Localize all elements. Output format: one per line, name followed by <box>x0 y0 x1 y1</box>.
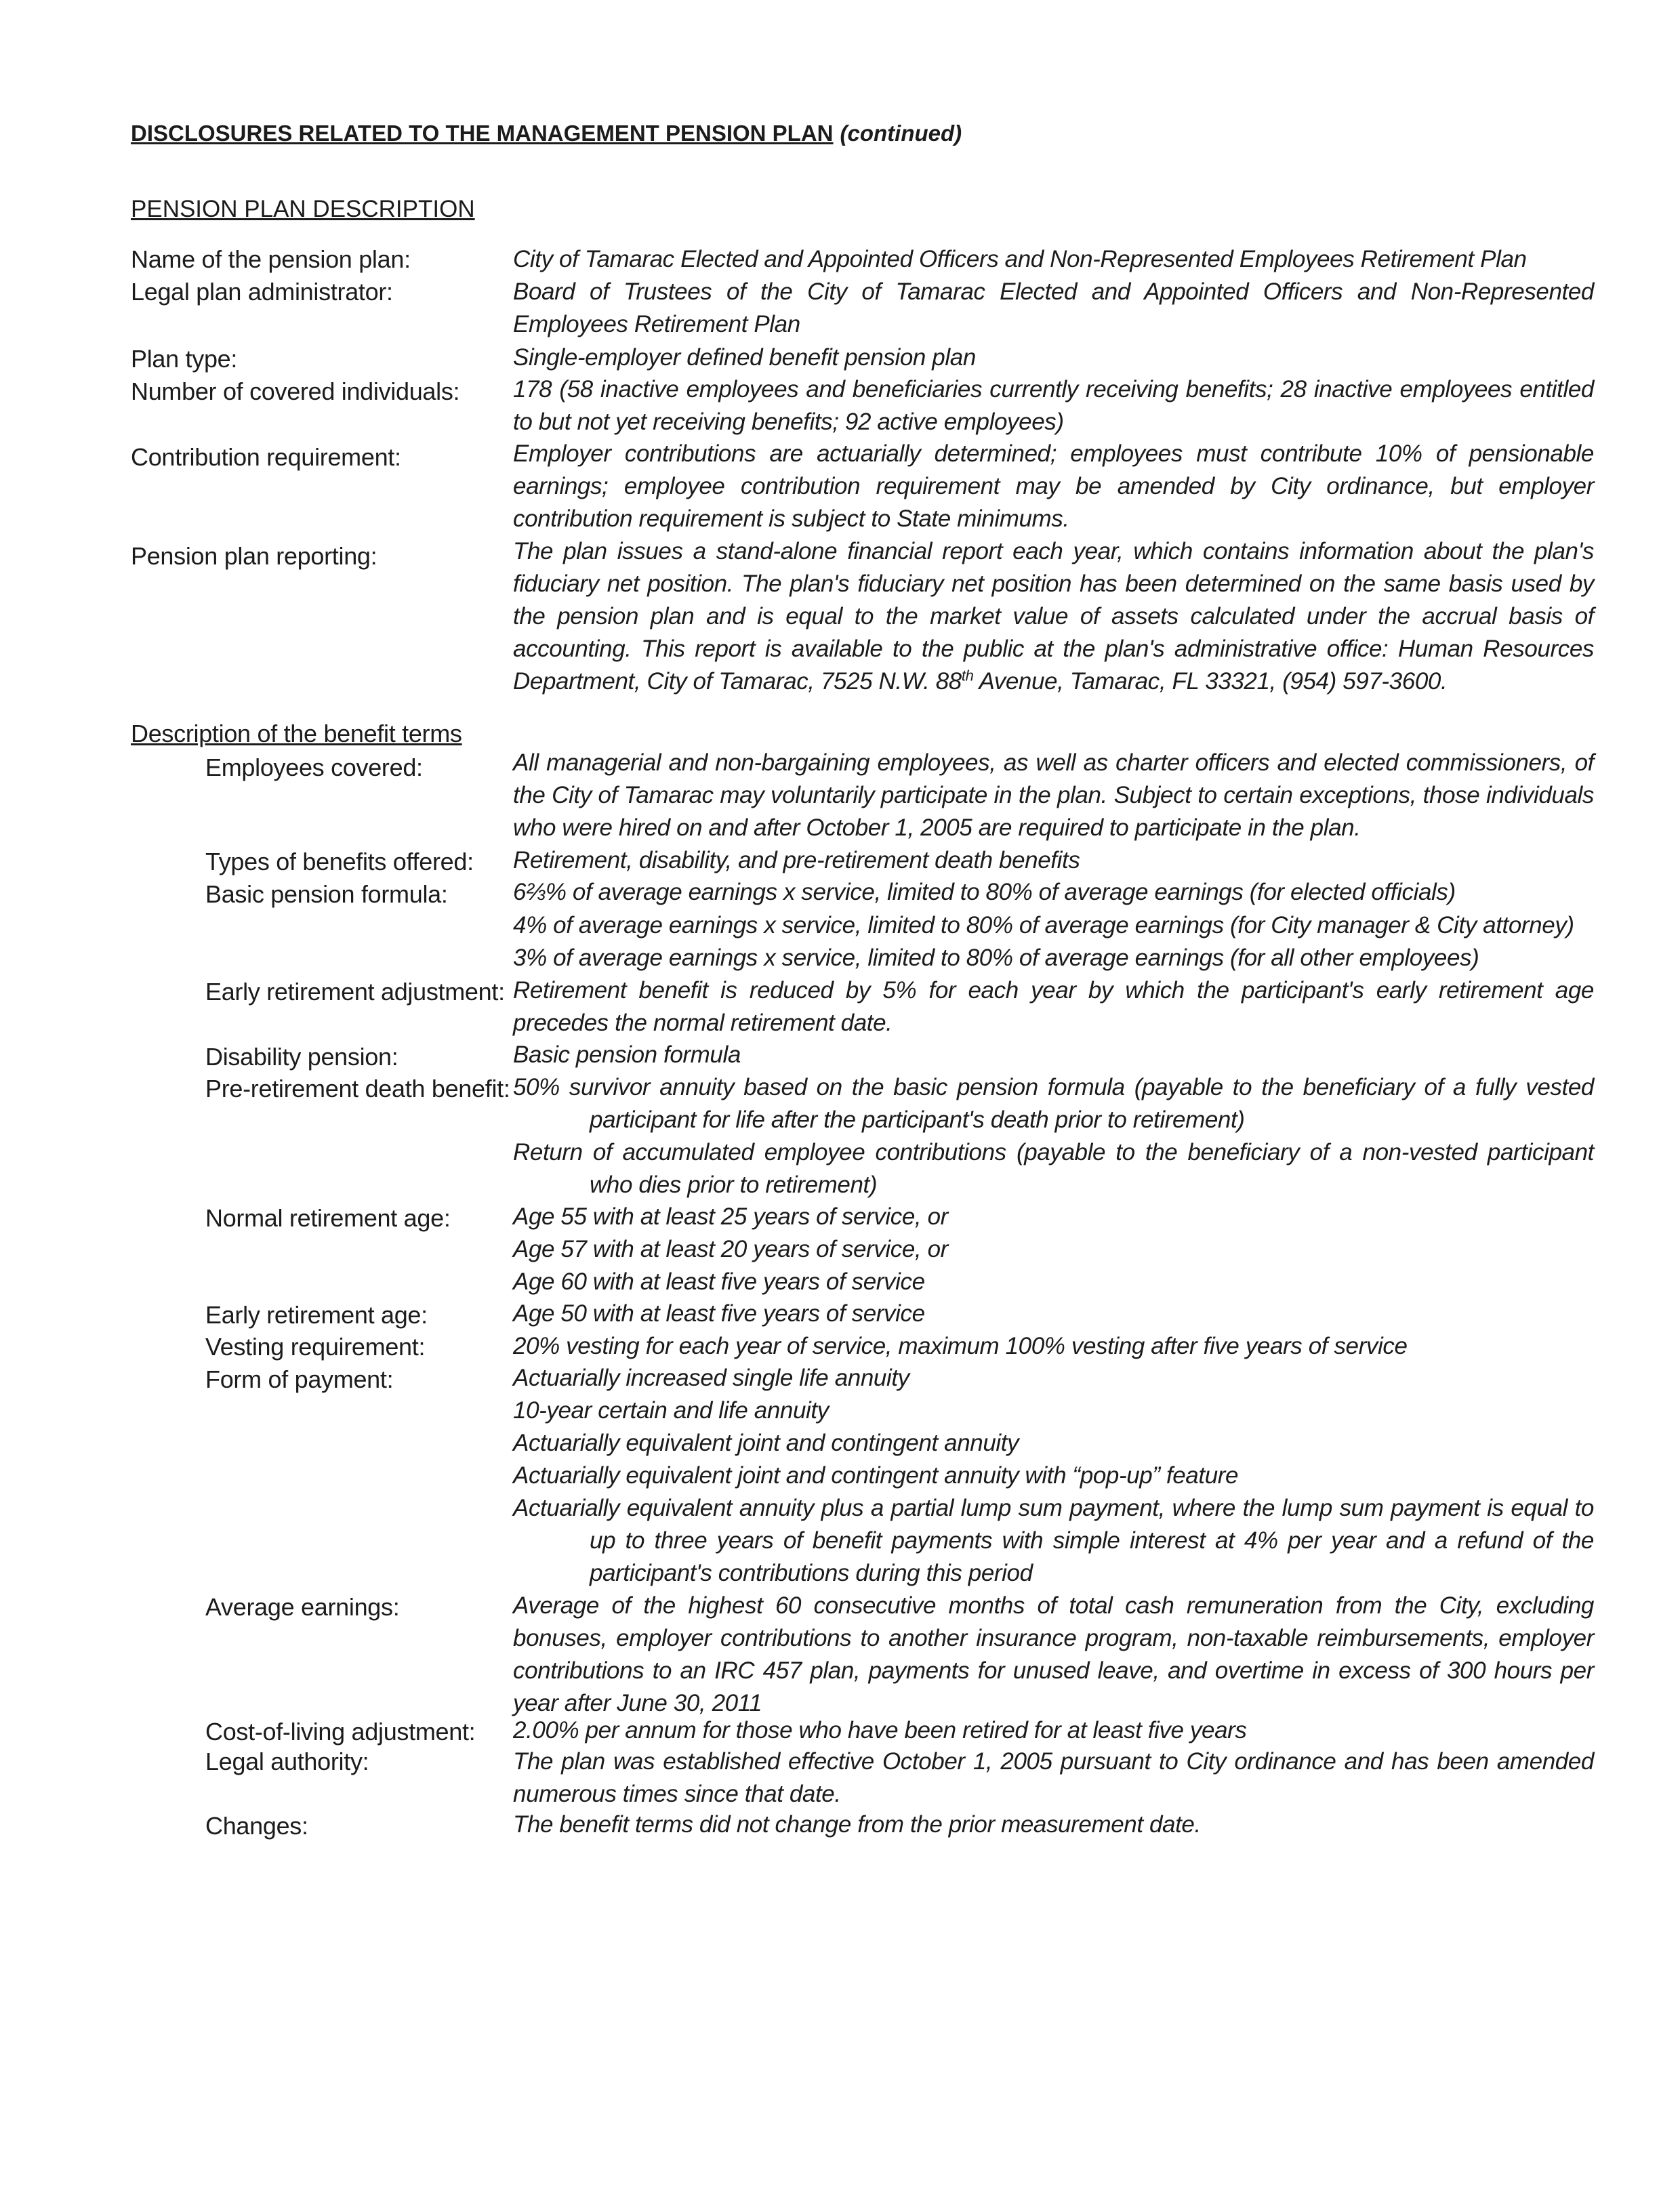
plan-name-label: Name of the pension plan: <box>131 245 411 273</box>
disability-label: Disability pension: <box>205 1043 398 1071</box>
basic-formula-value-1: 6⅔% of average earnings x service, limited to 80% of average earnings (for elected officials) <box>513 879 1456 905</box>
types-of-benefits-value: Retirement, disability, and pre-retirement death benefits <box>513 847 1080 873</box>
normal-age-value-2: Age 57 with at least 20 years of service, or <box>513 1236 948 1262</box>
early-adjustment-value: Retirement benefit is reduced by 5% for each year by which the participant's early retirement age precedes the normal retirement date. <box>513 977 1594 1036</box>
payment-form-value-5: Actuarially equivalent annuity plus a partial lump sum payment, where the lump sum payment is equal to up to three years of benefit payments with simple interest at 4% per year and a refund of the participant's contributions during this period <box>513 1495 1594 1586</box>
average-earnings-label: Average earnings: <box>205 1593 400 1621</box>
covered-individuals-value: 178 (58 inactive employees and beneficiaries currently receiving benefits; 28 inactive employees entitled to but not yet receiving benefits; 92 active employees) <box>513 376 1594 435</box>
cola-label: Cost-of-living adjustment: <box>205 1718 476 1746</box>
title-continued: (continued) <box>840 121 962 146</box>
section-heading: PENSION PLAN DESCRIPTION <box>131 196 475 222</box>
title-main: DISCLOSURES RELATED TO THE MANAGEMENT PENSION PLAN <box>131 121 834 146</box>
basic-formula-value-3: 3% of average earnings x service, limited to 80% of average earnings (for all other employees) <box>513 945 1479 971</box>
payment-form-value-2: 10-year certain and life annuity <box>513 1397 829 1424</box>
employees-covered-value: All managerial and non-bargaining employees, as well as charter officers and elected commissioners, of the City of Tamarac may voluntarily participate in the plan. Subject to certain exceptions, those individuals who were hired on and after October 1, 2005 are required to participate in the plan. <box>513 749 1594 841</box>
early-age-label: Early retirement age: <box>205 1301 428 1329</box>
payment-form-label: Form of payment: <box>205 1365 394 1393</box>
payment-form-value-1: Actuarially increased single life annuity <box>513 1365 909 1391</box>
administrator-value: Board of Trustees of the City of Tamarac Elected and Appointed Officers and Non-Represented Employees Retirement Plan <box>513 278 1594 337</box>
administrator-label: Legal plan administrator: <box>131 278 393 306</box>
basic-formula-value-2: 4% of average earnings x service, limited to 80% of average earnings (for City manager & City attorney) <box>513 912 1574 938</box>
legal-authority-value: The plan was established effective October 1, 2005 pursuant to City ordinance and has been amended numerous times since that date. <box>513 1748 1594 1807</box>
payment-form-value-4: Actuarially equivalent joint and contingent annuity with “pop-up” feature <box>513 1462 1239 1489</box>
reporting-label: Pension plan reporting: <box>131 542 377 570</box>
vesting-label: Vesting requirement: <box>205 1333 426 1361</box>
reporting-value: The plan issues a stand-alone financial report each year, which contains information about the plan's fiduciary net position. The plan's fiduciary net position has been determined on the same basis used by the pension plan and is equal to the market value of assets calculated under the accrual basis of accounting. This report is available to the public at the plan's administrative office: Human Resources Department, City of Tamarac, 7525 N.W. 88th Avenue, Tamarac, FL 33321, (954) 597-3600. <box>513 538 1594 695</box>
plan-name-value: City of Tamarac Elected and Appointed Officers and Non-Represented Employees Retirement Plan <box>513 246 1527 272</box>
changes-value: The benefit terms did not change from the prior measurement date. <box>513 1811 1201 1838</box>
contribution-value: Employer contributions are actuarially determined; employees must contribute 10% of pensionable earnings; employee contribution requirement may be amended by City ordinance, but employer contribution requirement is subject to State minimums. <box>513 440 1594 532</box>
early-adjustment-label: Early retirement adjustment: <box>205 978 505 1006</box>
death-benefit-value-1: 50% survivor annuity based on the basic pension formula (payable to the beneficiary of a fully vested participant for life after the participant's death prior to retirement) <box>513 1074 1594 1133</box>
vesting-value: 20% vesting for each year of service, maximum 100% vesting after five years of service <box>513 1333 1408 1359</box>
legal-authority-label: Legal authority: <box>205 1748 369 1775</box>
basic-formula-label: Basic pension formula: <box>205 880 448 908</box>
death-benefit-label: Pre-retirement death benefit: <box>205 1075 510 1102</box>
plan-type-value: Single-employer defined benefit pension plan <box>513 344 976 371</box>
cola-value: 2.00% per annum for those who have been retired for at least five years <box>513 1717 1247 1743</box>
normal-age-label: Normal retirement age: <box>205 1204 451 1232</box>
contribution-label: Contribution requirement: <box>131 443 401 471</box>
early-age-value: Age 50 with at least five years of service <box>513 1300 925 1327</box>
changes-label: Changes: <box>205 1812 308 1840</box>
normal-age-value-1: Age 55 with at least 25 years of service, or <box>513 1203 948 1230</box>
payment-form-value-3: Actuarially equivalent joint and contingent annuity <box>513 1430 1019 1456</box>
benefit-terms-heading: Description of the benefit terms <box>131 720 462 747</box>
page-title <box>131 121 962 146</box>
types-of-benefits-label: Types of benefits offered: <box>205 848 474 875</box>
disability-value: Basic pension formula <box>513 1041 741 1068</box>
death-benefit-value-2: Return of accumulated employee contributions (payable to the beneficiary of a non-vested participant who dies prior to retirement) <box>513 1139 1594 1198</box>
plan-type-label: Plan type: <box>131 345 238 373</box>
average-earnings-value: Average of the highest 60 consecutive months of total cash remuneration from the City, excluding bonuses, employer contributions to another insurance program, non-taxable reimbursements, employer contributions to an IRC 457 plan, payments for unused leave, and overtime in excess of 300 hours per year after June 30, 2011 <box>513 1592 1594 1716</box>
normal-age-value-3: Age 60 with at least five years of service <box>513 1268 925 1295</box>
employees-covered-label: Employees covered: <box>205 754 423 781</box>
covered-individuals-label: Number of covered individuals: <box>131 377 460 405</box>
